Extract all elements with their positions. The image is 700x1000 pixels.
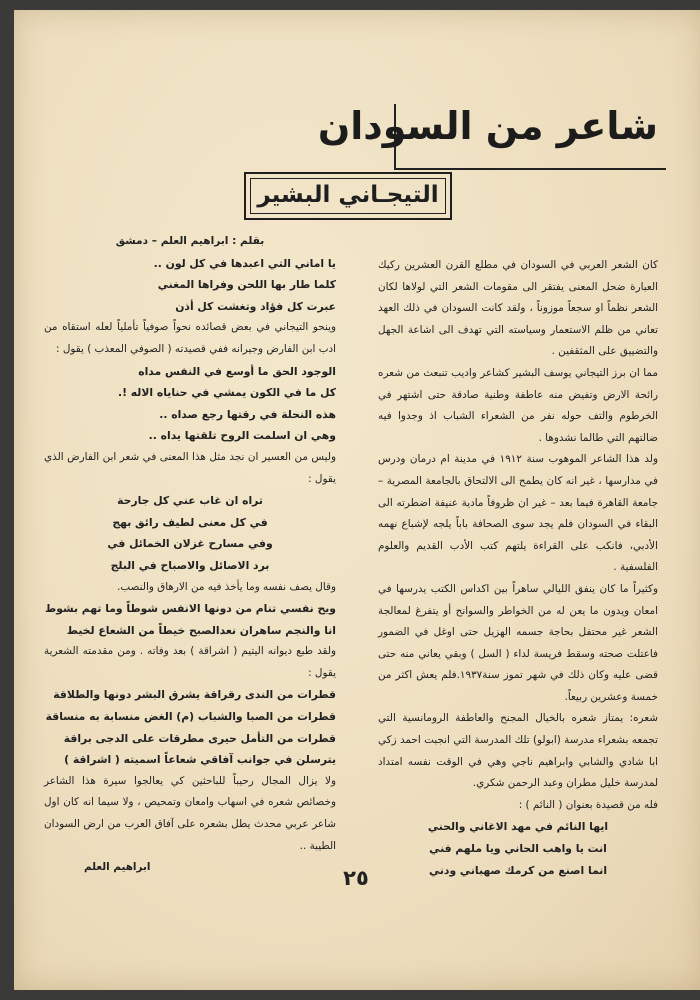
- byline: بقلم : ابراهيم العلم – دمشق: [115, 235, 265, 247]
- paragraph: وليس من العسير ان نجد مثل هذا المعنى في شعر ابن الفارض الذي يقول :: [44, 450, 336, 485]
- verse-line: انما اصنع من كرمك صهباني ودني: [428, 863, 608, 877]
- paragraph: وقال يصف نفسه وما يأخذ فيه من الارهاق والنصب.: [117, 580, 336, 593]
- paragraph: وكثيراً ما كان ينفق الليالي ساهراً بين اكداس الكتب يدرسها في امعان ويدون ما يعن له من الخواطر والسوانح أو يتفرغ لمعالجة الشعر غير محتفل بحاجة جسمه الهزيل حتى اوغل في الضمور فاعتلت صحته وسقط فريسة لداء ( السل ) وبقي يعاني منه حتى قضى عليه وكان ذلك في شهر تموز سنة١٩٣٧.فلم يعش اكثر من خمسة وعشرين ربيعاً.: [378, 582, 658, 703]
- verse-line: قطرات من التأمل حيرى مطرقات على الدجى براقة: [63, 731, 336, 745]
- verse-line: انا والنجم ساهران نعدالصبح خيطاً من الشعاع لخيط: [66, 623, 336, 637]
- verse-line: كل ما في الكون يمشي في حناياه الاله !.: [117, 386, 336, 400]
- verse-line: عبرت كل فؤاد وتغشت كل أذن: [175, 299, 336, 313]
- author-signature: ابراهيم العلم: [84, 861, 151, 874]
- paragraph: ولد هذا الشاعر الموهوب سنة ١٩١٢ في مدينة ام درمان ودرس في مدارسها ، غير انه كان يطمح الى الالتحاق بالجامعة المصرية – جامعة القاهرة فيما بعد – غير ان ظروفاً مادية عنيفة اضطرته الى البقاء في السودان فلم يجد سوى الصحافة باباً يلجه لإشباع نهمه الأدبي، فانكب على القراءة يلتهم كتب الأدب القديم والعلوم الفلسفية .: [378, 453, 658, 574]
- paragraph: فله من قصيدة بعنوان ( النائم ) :: [518, 798, 658, 811]
- verse-line: ايها النائم في مهد الاغاني والحني: [427, 820, 609, 834]
- verse-line: يا اماني التي اعبدها في كل لون ..: [153, 256, 336, 270]
- paragraph: ولقد طبع ديوانه اليتيم ( اشراقة ) بعد وفاته . ومن مقدمته الشعرية يقول :: [44, 645, 336, 679]
- verse-line: برد الاصائل والاصباح في البلج: [110, 558, 270, 572]
- paragraph: مما ان برز التيجاني يوسف البشير كشاعر واديب تنبعث من شعره رائحة الارض وتفيض منه عاطفة وطنية صادقة حتى اشتهر في الخرطوم والتف حوله نفر من الشعراء الشباب اذ وجدوا فيه ضالتهم التي طالما نشدوها .: [378, 366, 658, 444]
- verse-line: الوجود الحق ما أوسع في النفس مداه: [138, 364, 336, 378]
- verse-line: في كل معنى لطيف رائق بهج: [112, 515, 268, 529]
- paragraph: شعره: يمتاز شعره بالخيال المجنح والعاطفة الرومانسية التي تجمعه بشعراء مدرسة (ابولو) تلك المدرسة التي انجبت احمد زكي ابا شادي والشابي وابراهيم ناجي وهي في الوقت نفسه امتداد لمدرسة خليل مطران وعبد الرحمن شكري.: [378, 712, 658, 790]
- verse-line: هذه النحلة في رقتها رجع صداه ..: [159, 407, 336, 421]
- verse-line: انت يا واهب الحاني ويا ملهم فني: [429, 842, 607, 856]
- article-subtitle: التيجـاني البشير: [257, 182, 439, 208]
- verse-line: تراه ان غاب عني كل جارحة: [117, 494, 263, 508]
- paragraph: وينحو التيجاني في بعض قصائده نحواً صوفياً تأملياً لعله استقاه من ادب ابن الفارض وجيرانه ففي قصيدته ( الصوفي المعذب ) يقول :: [44, 321, 336, 355]
- verse-line: ويح نفسي تنام من دونها الانفس شوطاً وما تهم بشوط: [45, 602, 336, 616]
- subtitle-box: [244, 172, 452, 220]
- title-frame: [317, 104, 666, 170]
- right-column: [378, 255, 658, 881]
- paragraph: ولا يزال المجال رحيباً للباحثين كي يعالجوا سيرة هذا الشاعر وخصائص شعره في اسهاب وامعان وتمحيص ، ولا سيما انه كان اول شاعر عربي محدث يطل بشعره على آفاق العرب من ارض السودان الطيبة ..: [44, 774, 336, 852]
- verse-line: قطرات من الصبا والشباب (م) الغض منسابة به منساقة: [45, 710, 336, 724]
- paragraph: كان الشعر العربي في السودان في مطلع القرن العشرين ركيك العبارة ضحل المعنى يفتقر الى مقومات الشعر التي لولاها لكان الشعر نظماً او سجعاً موزوناً ، ولقد كانت السودان في ذلك العهد تعاني من ظلم الاستعمار وسياسته التي تهدف الى اشاعة الجهل والتضييق على المثقفين .: [378, 259, 658, 358]
- verse-line: يترسلن في جوانب آفاقي شعاعاً اسميته ( اشراقة ): [64, 753, 336, 767]
- verse-line: كلما طار بها اللحن وفراها المغني: [157, 278, 336, 292]
- left-column: [44, 231, 336, 879]
- verse-line: وفي مسارح غزلان الخمائل في: [107, 537, 273, 551]
- article-title: شاعر من السودان: [317, 104, 658, 148]
- verse-line: قطرات من الندى رقراقة يشرق البشر دونها والطلاقة: [53, 688, 336, 702]
- verse-line: وهي ان اسلمت الروح تلقتها يداه ..: [148, 429, 336, 443]
- page-number: ٢٥: [343, 866, 369, 890]
